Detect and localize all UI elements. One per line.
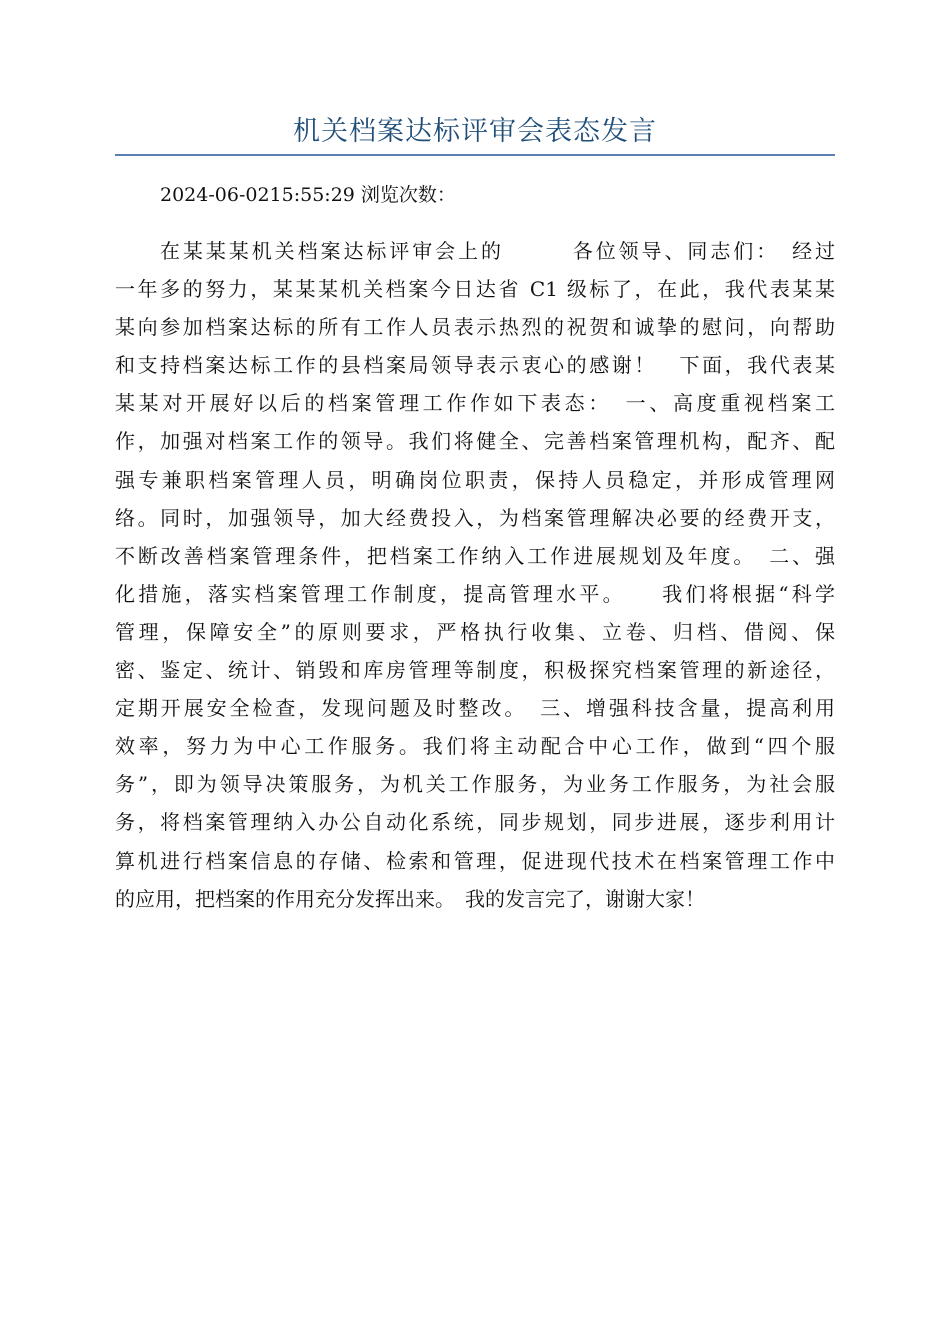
body-line: 效率，努力为中心工作服务。我们将主动配合中心工作，做到“四个服 xyxy=(115,734,835,759)
publish-meta: 2024-06-0215:55:29 浏览次数： xyxy=(160,184,456,206)
body-line: 的应用，把档案的作用充分发挥出来。 我的发言完了，谢谢大家！ xyxy=(115,886,705,911)
title-underline xyxy=(115,154,835,156)
body-line: 化措施，落实档案管理工作制度，提高管理水平。 我们将根据“科学 xyxy=(115,581,835,606)
body-line: 管理，保障安全”的原则要求，严格执行收集、立卷、归档、借阅、保 xyxy=(115,619,835,644)
body-line: 和支持档案达标工作的县档案局领导表示衷心的感谢！ 下面，我代表某 xyxy=(115,353,835,378)
body-line: 一年多的努力，某某某机关档案今日达省 C1 级标了，在此，我代表某某 xyxy=(115,277,835,302)
body-line: 定期开展安全检查，发现问题及时整改。 三、增强科技含量，提高利用 xyxy=(115,696,835,721)
body-line: 算机进行档案信息的存储、检索和管理，促进现代技术在档案管理工作中 xyxy=(115,848,835,873)
body-line: 务”，即为领导决策服务，为机关工作服务，为业务工作服务，为社会服 xyxy=(115,772,835,797)
body-line: 在某某某机关档案达标评审会上的 各位领导、同志们： 经过 xyxy=(160,239,835,263)
body-line: 某某对开展好以后的档案管理工作作如下表态： 一、高度重视档案工 xyxy=(115,391,835,416)
body-line: 务，将档案管理纳入办公自动化系统，同步规划，同步进展，逐步利用计 xyxy=(115,810,835,835)
body-line: 作，加强对档案工作的领导。我们将健全、完善档案管理机构，配齐、配 xyxy=(115,429,835,454)
body-line: 密、鉴定、统计、销毁和库房管理等制度，积极探究档案管理的新途径， xyxy=(115,658,835,683)
body-line: 络。同时，加强领导，加大经费投入，为档案管理解决必要的经费开支， xyxy=(115,505,835,530)
document-body xyxy=(115,232,835,918)
body-line: 强专兼职档案管理人员，明确岗位职责，保持人员稳定，并形成管理网 xyxy=(115,467,835,492)
body-line: 某向参加档案达标的所有工作人员表示热烈的祝贺和诚挚的慰问，向帮助 xyxy=(115,315,835,340)
body-line: 不断改善档案管理条件，把档案工作纳入工作进展规划及年度。 二、强 xyxy=(115,543,835,568)
document-title: 机关档案达标评审会表态发言 xyxy=(293,116,657,147)
